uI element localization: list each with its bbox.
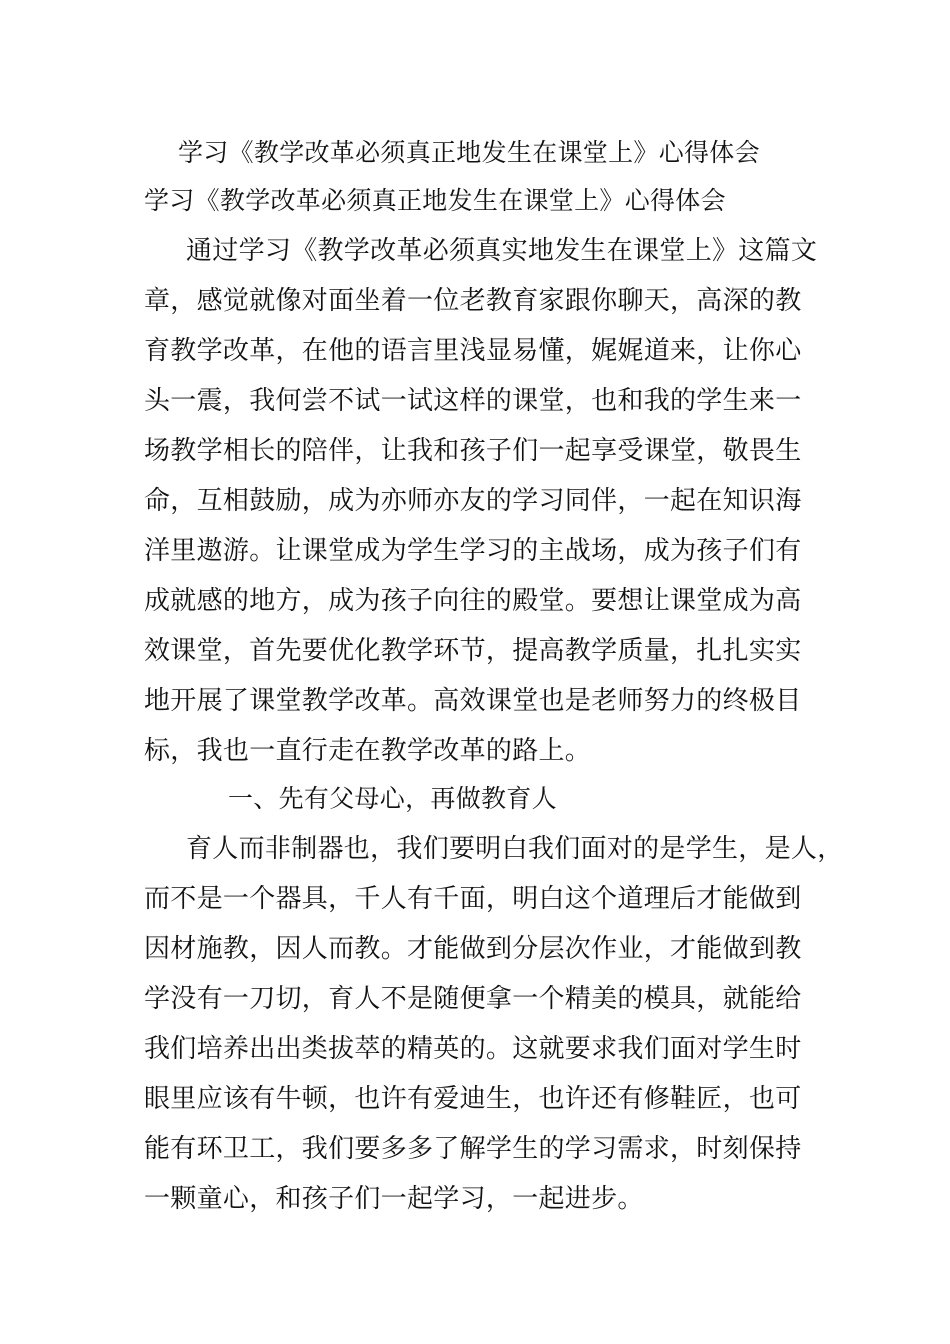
paragraph-line: 一颗童心，和孩子们一起学习，一起进步。	[144, 1184, 644, 1214]
paragraph-line: 通过学习《教学改革必须真实地发生在课堂上》这篇文	[186, 236, 818, 266]
document-subtitle: 学习《教学改革必须真正地发生在课堂上》心得体会	[144, 186, 726, 215]
paragraph-line: 场教学相长的陪伴，让我和孩子们一起享受课堂，敬畏生	[144, 436, 802, 466]
paragraph-line: 命，互相鼓励，成为亦师亦友的学习同伴，一起在知识海	[144, 486, 802, 516]
paragraph-line: 育人而非制器也，我们要明白我们面对的是学生，是人，	[186, 834, 844, 864]
paragraph-line: 能有环卫工，我们要多多了解学生的学习需求，时刻保持	[144, 1134, 802, 1164]
paragraph-line: 而不是一个器具，千人有千面，明白这个道理后才能做到	[144, 884, 802, 914]
document-title: 学习《教学改革必须真正地发生在课堂上》心得体会	[178, 138, 760, 167]
paragraph-line: 洋里遨游。让课堂成为学生学习的主战场，成为孩子们有	[144, 536, 802, 566]
paragraph-line: 标，我也一直行走在教学改革的路上。	[144, 736, 592, 766]
paragraph-line: 效课堂，首先要优化教学环节，提高教学质量，扎扎实实	[144, 636, 802, 666]
paragraph-line: 头一震，我何尝不试一试这样的课堂，也和我的学生来一	[144, 386, 802, 416]
paragraph-line: 因材施教，因人而教。才能做到分层次作业，才能做到教	[144, 934, 802, 964]
section-heading: 一、先有父母心，再做教育人	[228, 784, 557, 813]
paragraph-line: 眼里应该有牛顿，也许有爱迪生，也许还有修鞋匠，也可	[144, 1084, 802, 1114]
paragraph-line: 章，感觉就像对面坐着一位老教育家跟你聊天，高深的教	[144, 286, 802, 316]
paragraph-line: 地开展了课堂教学改革。高效课堂也是老师努力的终极目	[144, 686, 802, 716]
paragraph-line: 育教学改革，在他的语言里浅显易懂，娓娓道来，让你心	[144, 336, 802, 366]
paragraph-line: 学没有一刀切，育人不是随便拿一个精美的模具，就能给	[144, 984, 802, 1014]
paragraph-line: 成就感的地方，成为孩子向往的殿堂。要想让课堂成为高	[144, 586, 802, 616]
paragraph-line: 我们培养出出类拔萃的精英的。这就要求我们面对学生时	[144, 1034, 802, 1064]
